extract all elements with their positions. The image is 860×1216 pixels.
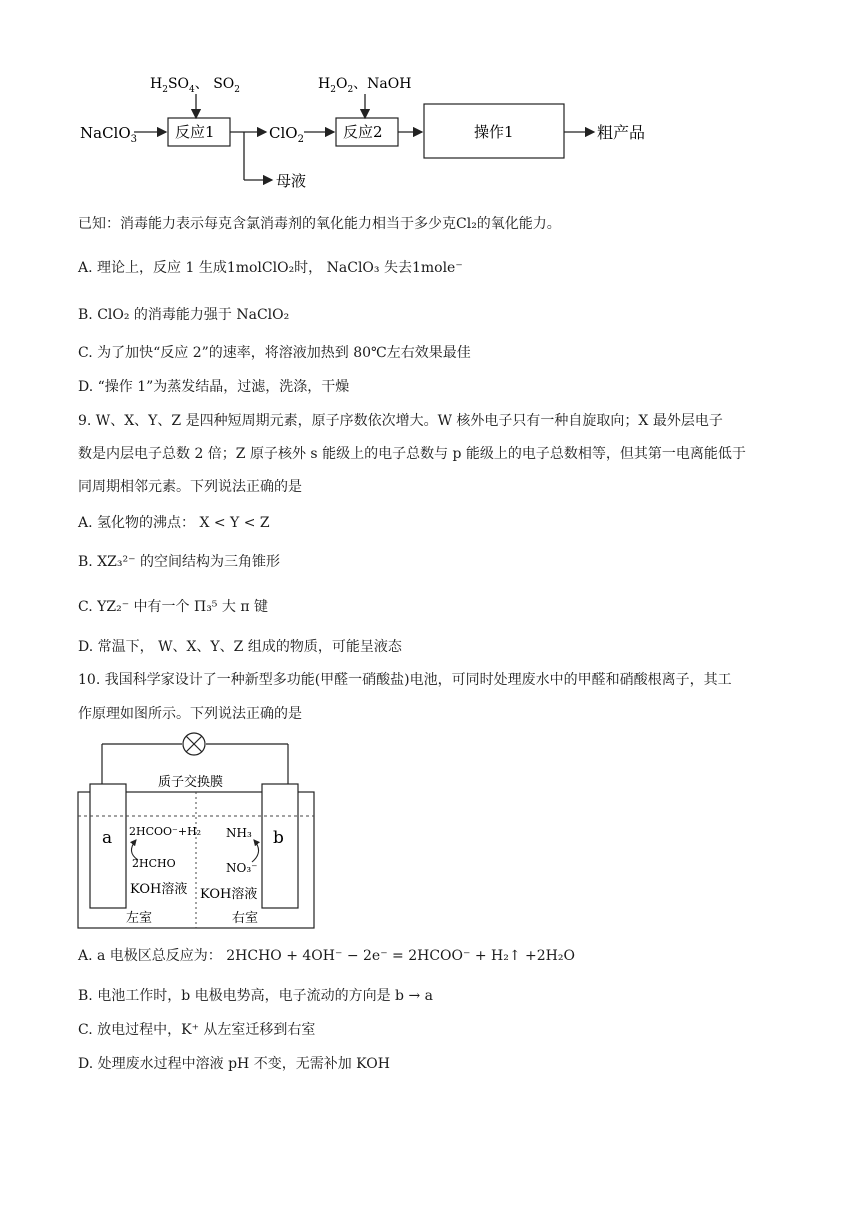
q9-option-b: B. XZ₃²⁻ 的空间结构为三角锥形 [78, 554, 280, 570]
cell-diagram [76, 730, 316, 930]
flow-reagent2: $H_2O_2$、NaOH [318, 76, 412, 95]
left-product: 2HCOO⁻+H₂ [129, 825, 202, 838]
q8-option-d: D. “操作 1”为蒸发结晶，过滤，洗涤，干燥 [78, 379, 350, 395]
q10-option-a: A. a 电极区总反应为： 2HCHO + 4OH⁻ − 2e⁻ = 2HCOO⁻ + H₂↑ +2H₂O [78, 948, 575, 964]
flow-diagram [76, 68, 676, 192]
left-room-label: 左室 [126, 911, 153, 926]
product-label: 粗产品 [597, 123, 646, 142]
left-solution: KOH溶液 [130, 882, 188, 897]
reaction2-label: 反应2 [343, 123, 383, 141]
q10-option-d: D. 处理废水过程中溶液 pH 不变，无需补加 KOH [78, 1056, 390, 1072]
q9-stem-line1: 9. W、X、Y、Z 是四种短周期元素，原子序数依次增大。W 核外电子只有一种自旋取向；X 最外层电子 [78, 413, 723, 429]
q8-option-a: A. 理论上，反应 1 生成1molClO₂时， NaClO₃ 失去1mole⁻ [78, 260, 463, 276]
q10-option-b: B. 电池工作时，b 电极电势高，电子流动的方向是 b → a [78, 988, 433, 1004]
right-reactant: NO₃⁻ [226, 861, 258, 875]
operation-label: 操作1 [474, 123, 514, 141]
electrode-b-label: b [273, 828, 284, 848]
q10-option-c: C. 放电过程中，K⁺ 从左室迁移到右室 [78, 1022, 316, 1038]
mother-liquor-label: 母液 [276, 172, 307, 190]
right-solution: KOH溶液 [200, 887, 258, 902]
q10-stem-line2: 作原理如图所示。下列说法正确的是 [78, 706, 302, 722]
known-note: 已知：消毒能力表示每克含氯消毒剂的氧化能力相当于多少克Cl₂的氧化能力。 [78, 216, 561, 232]
q8-option-b: B. ClO₂ 的消毒能力强于 NaClO₂ [78, 307, 290, 323]
q9-stem-line2: 数是内层电子总数 2 倍；Z 原子核外 s 能级上的电子总数与 p 能级上的电子总数相等，但其第一电离能低于 [78, 446, 746, 462]
right-room-label: 右室 [232, 911, 259, 926]
q9-stem-line3: 同周期相邻元素。下列说法正确的是 [78, 479, 302, 495]
left-reactant: 2HCHO [132, 857, 176, 870]
membrane-label: 质子交换膜 [158, 775, 224, 790]
lamp-icon [183, 733, 205, 755]
q10-stem-line1: 10. 我国科学家设计了一种新型多功能(甲醛一硝酸盐)电池，可同时处理废水中的甲醛和硝酸根离子，其工 [78, 672, 732, 688]
q9-option-c: C. YZ₂⁻ 中有一个 Π₃⁵ 大 π 键 [78, 599, 268, 615]
flow-start-label: NaClO$_3$ [80, 124, 138, 145]
flow-reagent1: $H_2SO_4$、 $SO_2$ [150, 76, 241, 95]
electrode-a-label: a [102, 828, 113, 848]
q8-option-c: C. 为了加快“反应 2”的速率，将溶液加热到 80℃左右效果最佳 [78, 345, 471, 361]
right-product: NH₃ [226, 826, 252, 840]
flow-mid-label: ClO$_2$ [269, 124, 304, 145]
q9-option-d: D. 常温下， W、X、Y、Z 组成的物质，可能呈液态 [78, 639, 402, 655]
reaction1-label: 反应1 [175, 123, 215, 141]
q9-option-a: A. 氢化物的沸点： X < Y < Z [78, 515, 270, 531]
